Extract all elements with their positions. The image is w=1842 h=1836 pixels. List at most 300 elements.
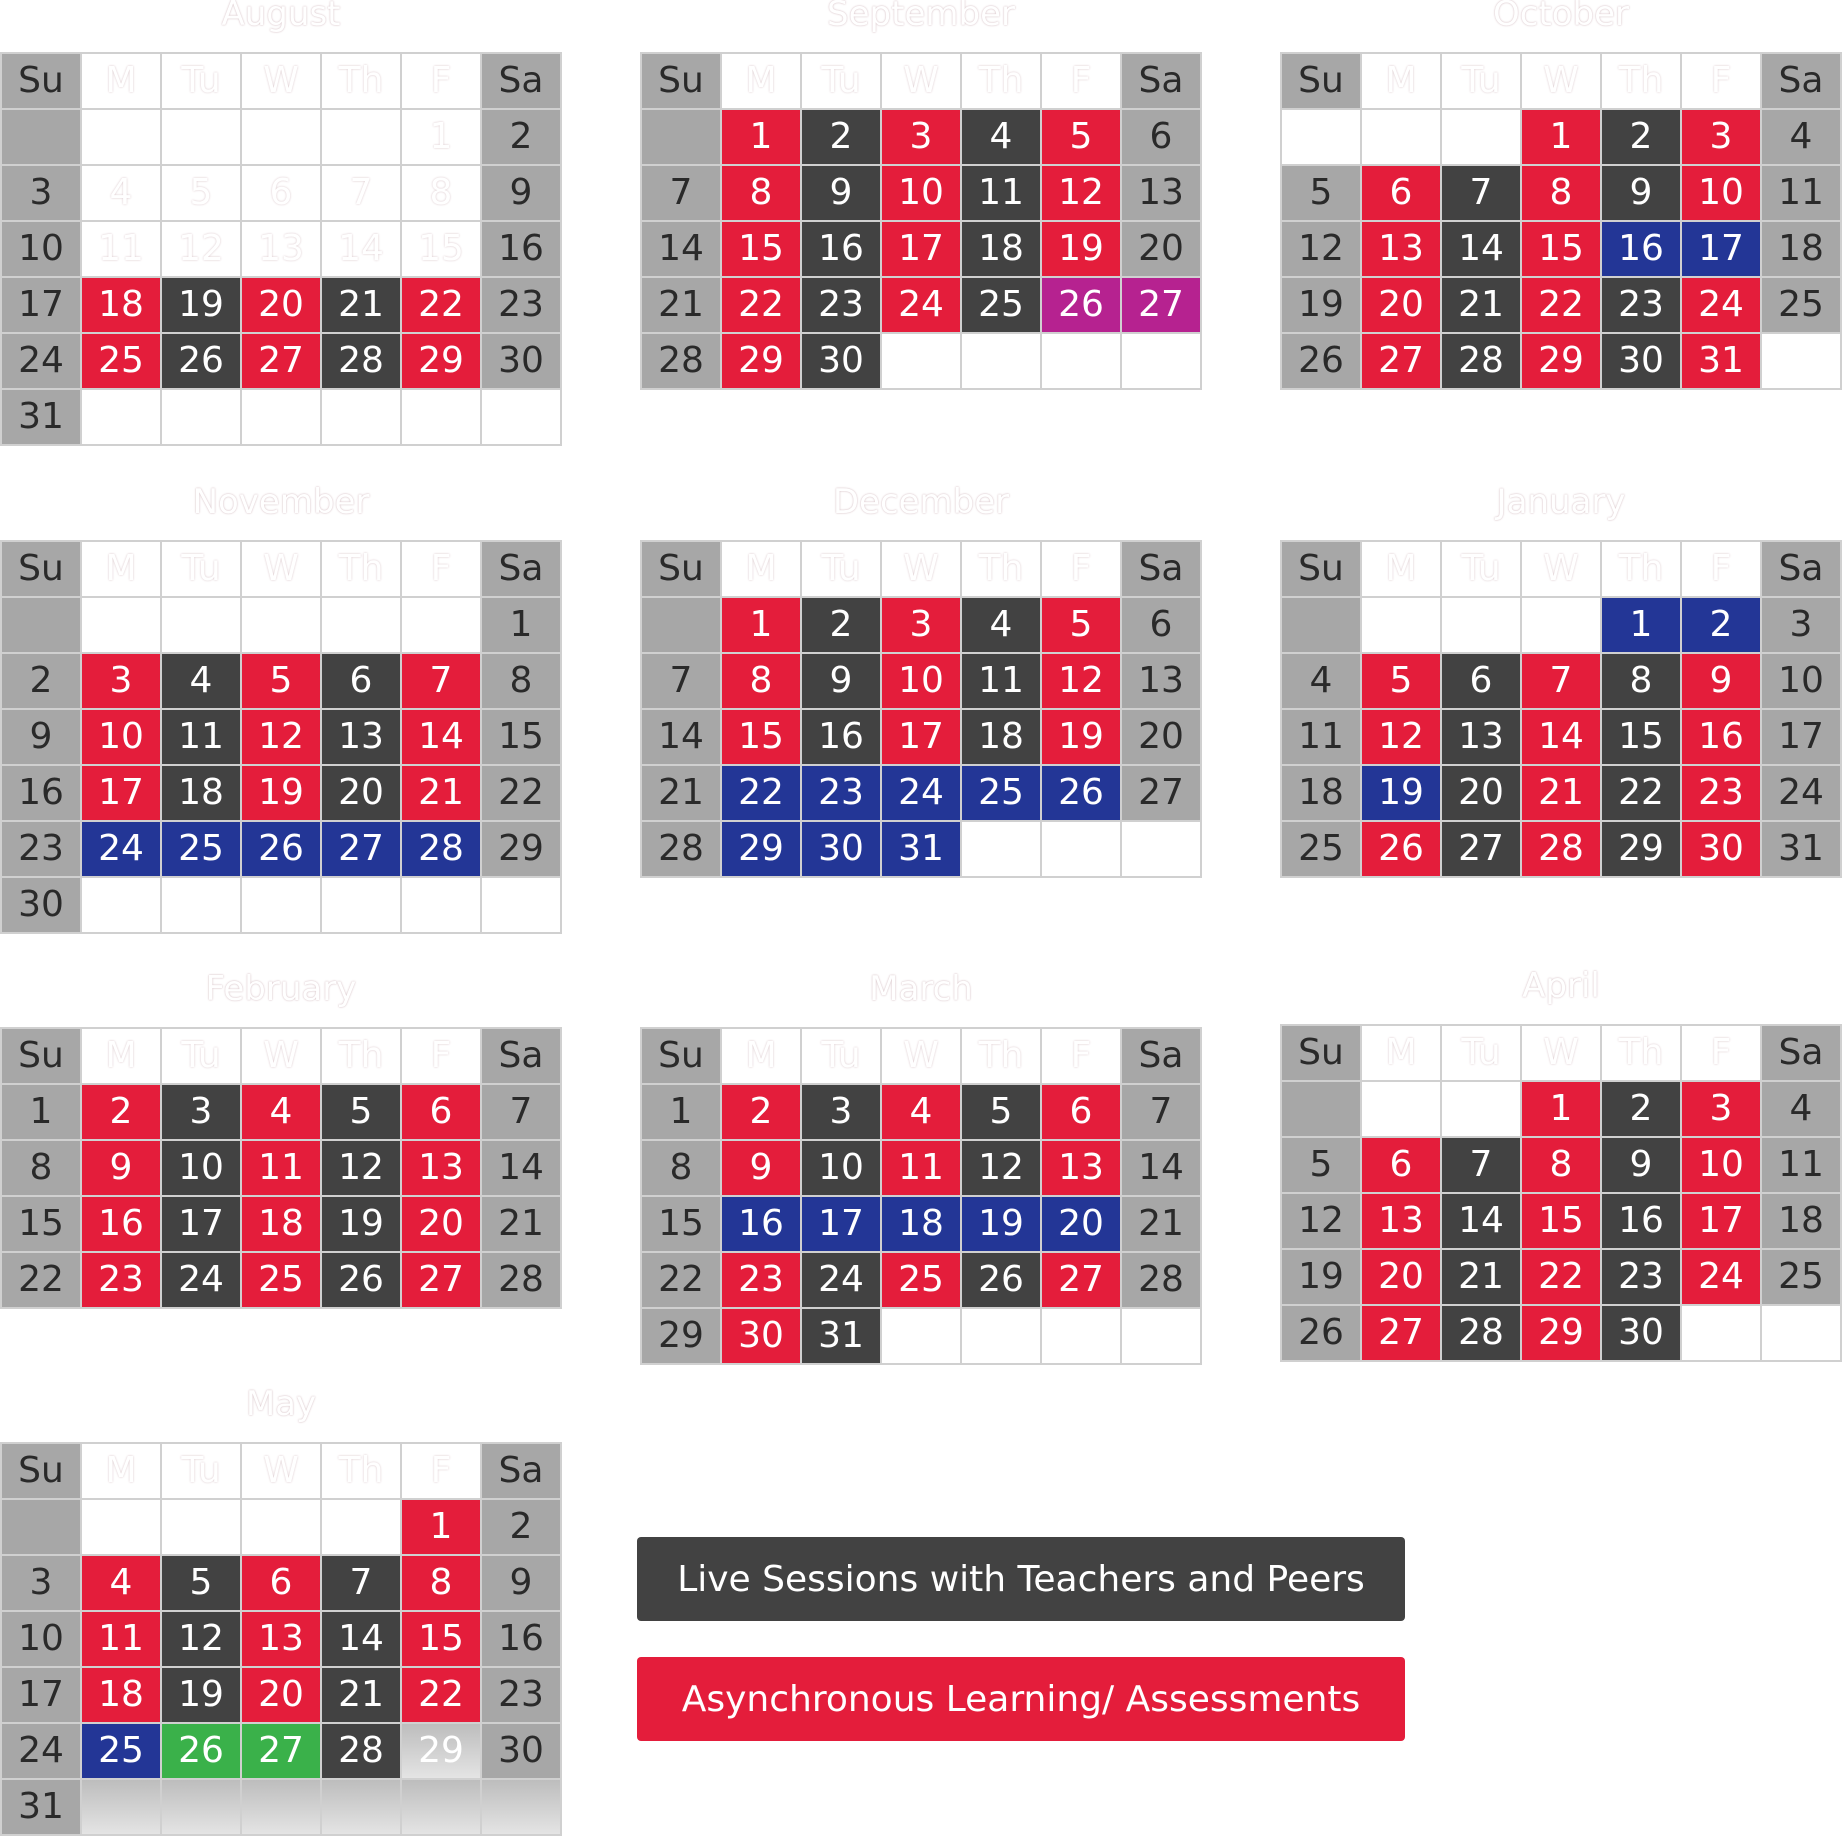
day-cell: 28	[1442, 334, 1520, 388]
legend-live-label: Live Sessions with Teachers and Peers	[677, 1558, 1365, 1600]
day-cell: 4	[82, 1556, 160, 1610]
day-cell: 25	[242, 1253, 320, 1307]
empty-cell	[162, 390, 240, 444]
day-cell: 25	[1762, 278, 1840, 332]
empty-cell	[242, 110, 320, 164]
day-cell: 1	[1522, 1082, 1600, 1136]
day-cell: 6	[1362, 166, 1440, 220]
day-cell: 17	[82, 766, 160, 820]
day-cell: 9	[722, 1141, 800, 1195]
day-cell: 21	[1442, 1250, 1520, 1304]
day-cell: 17	[882, 222, 960, 276]
empty-cell	[82, 1780, 160, 1834]
day-cell: 2	[1602, 110, 1680, 164]
day-cell: 4	[962, 110, 1040, 164]
weekday-header: W	[242, 1444, 320, 1498]
day-cell: 25	[82, 1724, 160, 1778]
month-title: January	[1496, 482, 1626, 522]
day-cell: 23	[482, 278, 560, 332]
day-cell: 15	[722, 222, 800, 276]
day-cell: 11	[82, 1612, 160, 1666]
weekday-header: M	[1362, 1026, 1440, 1080]
month-grid	[0, 1442, 562, 1836]
empty-cell	[82, 390, 160, 444]
day-cell: 15	[1602, 710, 1680, 764]
weekday-header: M	[722, 542, 800, 596]
weekday-header: F	[1682, 54, 1760, 108]
day-cell: 7	[1442, 166, 1520, 220]
day-cell: 23	[802, 766, 880, 820]
day-cell: 24	[162, 1253, 240, 1307]
day-cell: 26	[1042, 278, 1120, 332]
day-cell: 25	[1762, 1250, 1840, 1304]
empty-cell	[402, 878, 480, 932]
day-cell: 1	[402, 1500, 480, 1554]
day-cell: 1	[1602, 598, 1680, 652]
day-cell: 11	[882, 1141, 960, 1195]
day-cell: 2	[802, 110, 880, 164]
day-cell: 9	[2, 710, 80, 764]
weekday-header: W	[1522, 54, 1600, 108]
empty-cell	[1522, 598, 1600, 652]
empty-cell	[162, 598, 240, 652]
day-cell: 16	[802, 222, 880, 276]
empty-cell	[642, 598, 720, 652]
empty-cell	[242, 390, 320, 444]
day-cell: 8	[402, 166, 480, 220]
weekday-header: Sa	[1122, 54, 1200, 108]
day-cell: 14	[1442, 222, 1520, 276]
day-cell: 17	[1682, 1194, 1760, 1248]
empty-cell	[1282, 598, 1360, 652]
day-cell: 23	[2, 822, 80, 876]
month-september	[640, 0, 1202, 390]
weekday-header: Th	[322, 1444, 400, 1498]
day-cell: 16	[722, 1197, 800, 1251]
day-cell: 19	[962, 1197, 1040, 1251]
day-cell: 13	[1442, 710, 1520, 764]
weekday-header: Su	[2, 1029, 80, 1083]
day-cell: 10	[82, 710, 160, 764]
weekday-header: W	[1522, 542, 1600, 596]
day-cell: 17	[1682, 222, 1760, 276]
day-cell: 28	[1122, 1253, 1200, 1307]
empty-cell	[1042, 334, 1120, 388]
day-cell: 21	[1522, 766, 1600, 820]
weekday-header: Su	[642, 54, 720, 108]
day-cell: 14	[1522, 710, 1600, 764]
day-cell: 12	[322, 1141, 400, 1195]
weekday-header: M	[82, 542, 160, 596]
day-cell: 27	[242, 334, 320, 388]
day-cell: 24	[1682, 278, 1760, 332]
weekday-header: W	[242, 542, 320, 596]
day-cell: 14	[642, 710, 720, 764]
day-cell: 8	[402, 1556, 480, 1610]
empty-cell	[882, 334, 960, 388]
day-cell: 24	[2, 1724, 80, 1778]
day-cell: 20	[1122, 222, 1200, 276]
day-cell: 1	[722, 598, 800, 652]
month-december	[640, 482, 1202, 878]
weekday-header: W	[882, 542, 960, 596]
day-cell: 11	[1762, 166, 1840, 220]
month-august	[0, 0, 562, 446]
day-cell: 21	[322, 1668, 400, 1722]
day-cell: 3	[1682, 1082, 1760, 1136]
day-cell: 15	[402, 222, 480, 276]
day-cell: 5	[1042, 110, 1120, 164]
weekday-header: M	[722, 54, 800, 108]
weekday-header: Th	[322, 1029, 400, 1083]
day-cell: 3	[802, 1085, 880, 1139]
day-cell: 5	[162, 1556, 240, 1610]
weekday-header: Sa	[1122, 1029, 1200, 1083]
day-cell: 7	[1122, 1085, 1200, 1139]
month-grid	[0, 52, 562, 446]
day-cell: 3	[2, 1556, 80, 1610]
day-cell: 9	[802, 654, 880, 708]
empty-cell	[482, 390, 560, 444]
day-cell: 9	[82, 1141, 160, 1195]
day-cell: 7	[642, 654, 720, 708]
day-cell: 20	[1122, 710, 1200, 764]
day-cell: 2	[1602, 1082, 1680, 1136]
empty-cell	[242, 1500, 320, 1554]
day-cell: 16	[2, 766, 80, 820]
empty-cell	[1122, 1309, 1200, 1363]
day-cell: 21	[642, 766, 720, 820]
day-cell: 1	[1522, 110, 1600, 164]
day-cell: 26	[1282, 1306, 1360, 1360]
day-cell: 29	[1522, 1306, 1600, 1360]
day-cell: 2	[802, 598, 880, 652]
day-cell: 18	[82, 1668, 160, 1722]
day-cell: 4	[1762, 1082, 1840, 1136]
weekday-header: Tu	[162, 1444, 240, 1498]
month-title: April	[1522, 966, 1600, 1006]
empty-cell	[962, 334, 1040, 388]
day-cell: 13	[1122, 166, 1200, 220]
empty-cell	[162, 878, 240, 932]
day-cell: 7	[322, 166, 400, 220]
weekday-header: Th	[962, 1029, 1040, 1083]
weekday-header: F	[1682, 1026, 1760, 1080]
day-cell: 21	[322, 278, 400, 332]
weekday-header: F	[1682, 542, 1760, 596]
day-cell: 15	[2, 1197, 80, 1251]
day-cell: 17	[162, 1197, 240, 1251]
day-cell: 27	[402, 1253, 480, 1307]
weekday-header: Tu	[1442, 54, 1520, 108]
day-cell: 17	[802, 1197, 880, 1251]
day-cell: 4	[882, 1085, 960, 1139]
weekday-header: Sa	[1762, 1026, 1840, 1080]
empty-cell	[322, 1500, 400, 1554]
day-cell: 26	[1362, 822, 1440, 876]
day-cell: 22	[722, 766, 800, 820]
empty-cell	[402, 598, 480, 652]
empty-cell	[242, 1780, 320, 1834]
day-cell: 22	[2, 1253, 80, 1307]
day-cell: 9	[802, 166, 880, 220]
weekday-header: Tu	[1442, 542, 1520, 596]
weekday-header: F	[1042, 542, 1120, 596]
day-cell: 13	[1362, 222, 1440, 276]
day-cell: 30	[1602, 1306, 1680, 1360]
weekday-header: Su	[1282, 54, 1360, 108]
day-cell: 30	[1682, 822, 1760, 876]
weekday-header: M	[82, 1444, 160, 1498]
day-cell: 27	[1122, 278, 1200, 332]
day-cell: 25	[1282, 822, 1360, 876]
day-cell: 3	[2, 166, 80, 220]
day-cell: 11	[82, 222, 160, 276]
day-cell: 13	[242, 1612, 320, 1666]
day-cell: 6	[1362, 1138, 1440, 1192]
day-cell: 19	[1042, 222, 1120, 276]
day-cell: 7	[482, 1085, 560, 1139]
weekday-header: M	[82, 54, 160, 108]
empty-cell	[1682, 1306, 1760, 1360]
day-cell: 3	[882, 110, 960, 164]
day-cell: 11	[1762, 1138, 1840, 1192]
day-cell: 3	[1682, 110, 1760, 164]
day-cell: 29	[402, 334, 480, 388]
weekday-header: Sa	[1762, 54, 1840, 108]
day-cell: 10	[1682, 166, 1760, 220]
weekday-header: Tu	[802, 542, 880, 596]
day-cell: 23	[1602, 1250, 1680, 1304]
day-cell: 20	[322, 766, 400, 820]
day-cell: 7	[1442, 1138, 1520, 1192]
day-cell: 25	[162, 822, 240, 876]
weekday-header: Su	[642, 542, 720, 596]
day-cell: 19	[242, 766, 320, 820]
weekday-header: F	[1042, 1029, 1120, 1083]
day-cell: 18	[962, 710, 1040, 764]
empty-cell	[1122, 334, 1200, 388]
day-cell: 28	[322, 1724, 400, 1778]
empty-cell	[322, 1780, 400, 1834]
month-grid	[1280, 540, 1842, 878]
day-cell: 24	[1682, 1250, 1760, 1304]
empty-cell	[2, 1500, 80, 1554]
empty-cell	[162, 110, 240, 164]
day-cell: 7	[402, 654, 480, 708]
day-cell: 1	[722, 110, 800, 164]
weekday-header: F	[1042, 54, 1120, 108]
weekday-header: Sa	[482, 1029, 560, 1083]
day-cell: 6	[1122, 110, 1200, 164]
weekday-header: Th	[322, 542, 400, 596]
weekday-header: Th	[962, 54, 1040, 108]
day-cell: 27	[1122, 766, 1200, 820]
day-cell: 3	[82, 654, 160, 708]
empty-cell	[1762, 334, 1840, 388]
day-cell: 24	[882, 766, 960, 820]
day-cell: 11	[242, 1141, 320, 1195]
day-cell: 4	[1762, 110, 1840, 164]
day-cell: 22	[722, 278, 800, 332]
day-cell: 18	[1762, 222, 1840, 276]
day-cell: 27	[322, 822, 400, 876]
day-cell: 16	[482, 222, 560, 276]
weekday-header: F	[402, 1444, 480, 1498]
day-cell: 30	[482, 1724, 560, 1778]
day-cell: 31	[1682, 334, 1760, 388]
day-cell: 18	[1762, 1194, 1840, 1248]
day-cell: 23	[1602, 278, 1680, 332]
weekday-header: W	[882, 1029, 960, 1083]
day-cell: 10	[1682, 1138, 1760, 1192]
day-cell: 30	[802, 334, 880, 388]
day-cell: 27	[242, 1724, 320, 1778]
day-cell: 3	[882, 598, 960, 652]
day-cell: 13	[1122, 654, 1200, 708]
day-cell: 20	[242, 1668, 320, 1722]
day-cell: 5	[1282, 166, 1360, 220]
day-cell: 9	[1682, 654, 1760, 708]
weekday-header: Tu	[1442, 1026, 1520, 1080]
day-cell: 27	[1362, 1306, 1440, 1360]
day-cell: 8	[1522, 1138, 1600, 1192]
day-cell: 9	[482, 166, 560, 220]
day-cell: 29	[1522, 334, 1600, 388]
day-cell: 10	[1762, 654, 1840, 708]
day-cell: 18	[882, 1197, 960, 1251]
day-cell: 30	[2, 878, 80, 932]
empty-cell	[882, 1309, 960, 1363]
day-cell: 16	[1602, 1194, 1680, 1248]
month-title: May	[245, 1384, 317, 1424]
weekday-header: W	[242, 54, 320, 108]
day-cell: 4	[82, 166, 160, 220]
weekday-header: M	[722, 1029, 800, 1083]
empty-cell	[962, 822, 1040, 876]
day-cell: 30	[722, 1309, 800, 1363]
day-cell: 21	[642, 278, 720, 332]
weekday-header: Th	[962, 542, 1040, 596]
weekday-header: Su	[1282, 1026, 1360, 1080]
day-cell: 18	[242, 1197, 320, 1251]
day-cell: 19	[1042, 710, 1120, 764]
empty-cell	[1282, 1082, 1360, 1136]
weekday-header: Tu	[162, 1029, 240, 1083]
empty-cell	[1042, 1309, 1120, 1363]
day-cell: 28	[402, 822, 480, 876]
day-cell: 18	[82, 278, 160, 332]
weekday-header: F	[402, 542, 480, 596]
day-cell: 14	[1442, 1194, 1520, 1248]
day-cell: 2	[1682, 598, 1760, 652]
day-cell: 12	[1362, 710, 1440, 764]
day-cell: 16	[1682, 710, 1760, 764]
day-cell: 30	[1602, 334, 1680, 388]
day-cell: 7	[322, 1556, 400, 1610]
month-grid	[1280, 1024, 1842, 1362]
day-cell: 25	[962, 766, 1040, 820]
day-cell: 6	[242, 1556, 320, 1610]
day-cell: 17	[2, 1668, 80, 1722]
day-cell: 14	[482, 1141, 560, 1195]
weekday-header: Sa	[482, 54, 560, 108]
day-cell: 22	[482, 766, 560, 820]
day-cell: 14	[322, 222, 400, 276]
day-cell: 23	[1682, 766, 1760, 820]
day-cell: 4	[1282, 654, 1360, 708]
day-cell: 7	[1522, 654, 1600, 708]
day-cell: 8	[722, 166, 800, 220]
month-title: November	[192, 482, 370, 522]
day-cell: 5	[1042, 598, 1120, 652]
day-cell: 13	[322, 710, 400, 764]
month-title: August	[221, 0, 341, 34]
day-cell: 12	[162, 1612, 240, 1666]
day-cell: 26	[322, 1253, 400, 1307]
day-cell: 24	[82, 822, 160, 876]
weekday-header: W	[882, 54, 960, 108]
weekday-header: Su	[2, 54, 80, 108]
empty-cell	[322, 878, 400, 932]
day-cell: 1	[402, 110, 480, 164]
day-cell: 6	[1122, 598, 1200, 652]
weekday-header: Sa	[1762, 542, 1840, 596]
day-cell: 9	[1602, 1138, 1680, 1192]
day-cell: 21	[482, 1197, 560, 1251]
weekday-header: Su	[642, 1029, 720, 1083]
weekday-header: Th	[1602, 542, 1680, 596]
day-cell: 26	[1282, 334, 1360, 388]
day-cell: 15	[1522, 1194, 1600, 1248]
weekday-header: Su	[2, 542, 80, 596]
weekday-header: M	[82, 1029, 160, 1083]
day-cell: 23	[82, 1253, 160, 1307]
day-cell: 16	[82, 1197, 160, 1251]
month-grid	[640, 540, 1202, 878]
empty-cell	[242, 878, 320, 932]
empty-cell	[82, 110, 160, 164]
legend-live-sessions	[637, 1537, 1405, 1621]
empty-cell	[1442, 1082, 1520, 1136]
empty-cell	[322, 390, 400, 444]
day-cell: 22	[1522, 1250, 1600, 1304]
day-cell: 19	[322, 1197, 400, 1251]
month-grid	[0, 540, 562, 934]
empty-cell	[1042, 822, 1120, 876]
day-cell: 14	[402, 710, 480, 764]
day-cell: 20	[1362, 278, 1440, 332]
day-cell: 27	[1442, 822, 1520, 876]
day-cell: 23	[802, 278, 880, 332]
day-cell: 27	[1042, 1253, 1120, 1307]
day-cell: 1	[2, 1085, 80, 1139]
empty-cell	[322, 110, 400, 164]
day-cell: 2	[2, 654, 80, 708]
day-cell: 19	[162, 278, 240, 332]
weekday-header: M	[1362, 54, 1440, 108]
month-march	[640, 969, 1202, 1365]
day-cell: 16	[1602, 222, 1680, 276]
day-cell: 29	[722, 334, 800, 388]
empty-cell	[1362, 1082, 1440, 1136]
day-cell: 26	[162, 334, 240, 388]
day-cell: 20	[1042, 1197, 1120, 1251]
day-cell: 12	[1042, 166, 1120, 220]
weekday-header: Tu	[162, 54, 240, 108]
day-cell: 17	[882, 710, 960, 764]
day-cell: 26	[162, 1724, 240, 1778]
